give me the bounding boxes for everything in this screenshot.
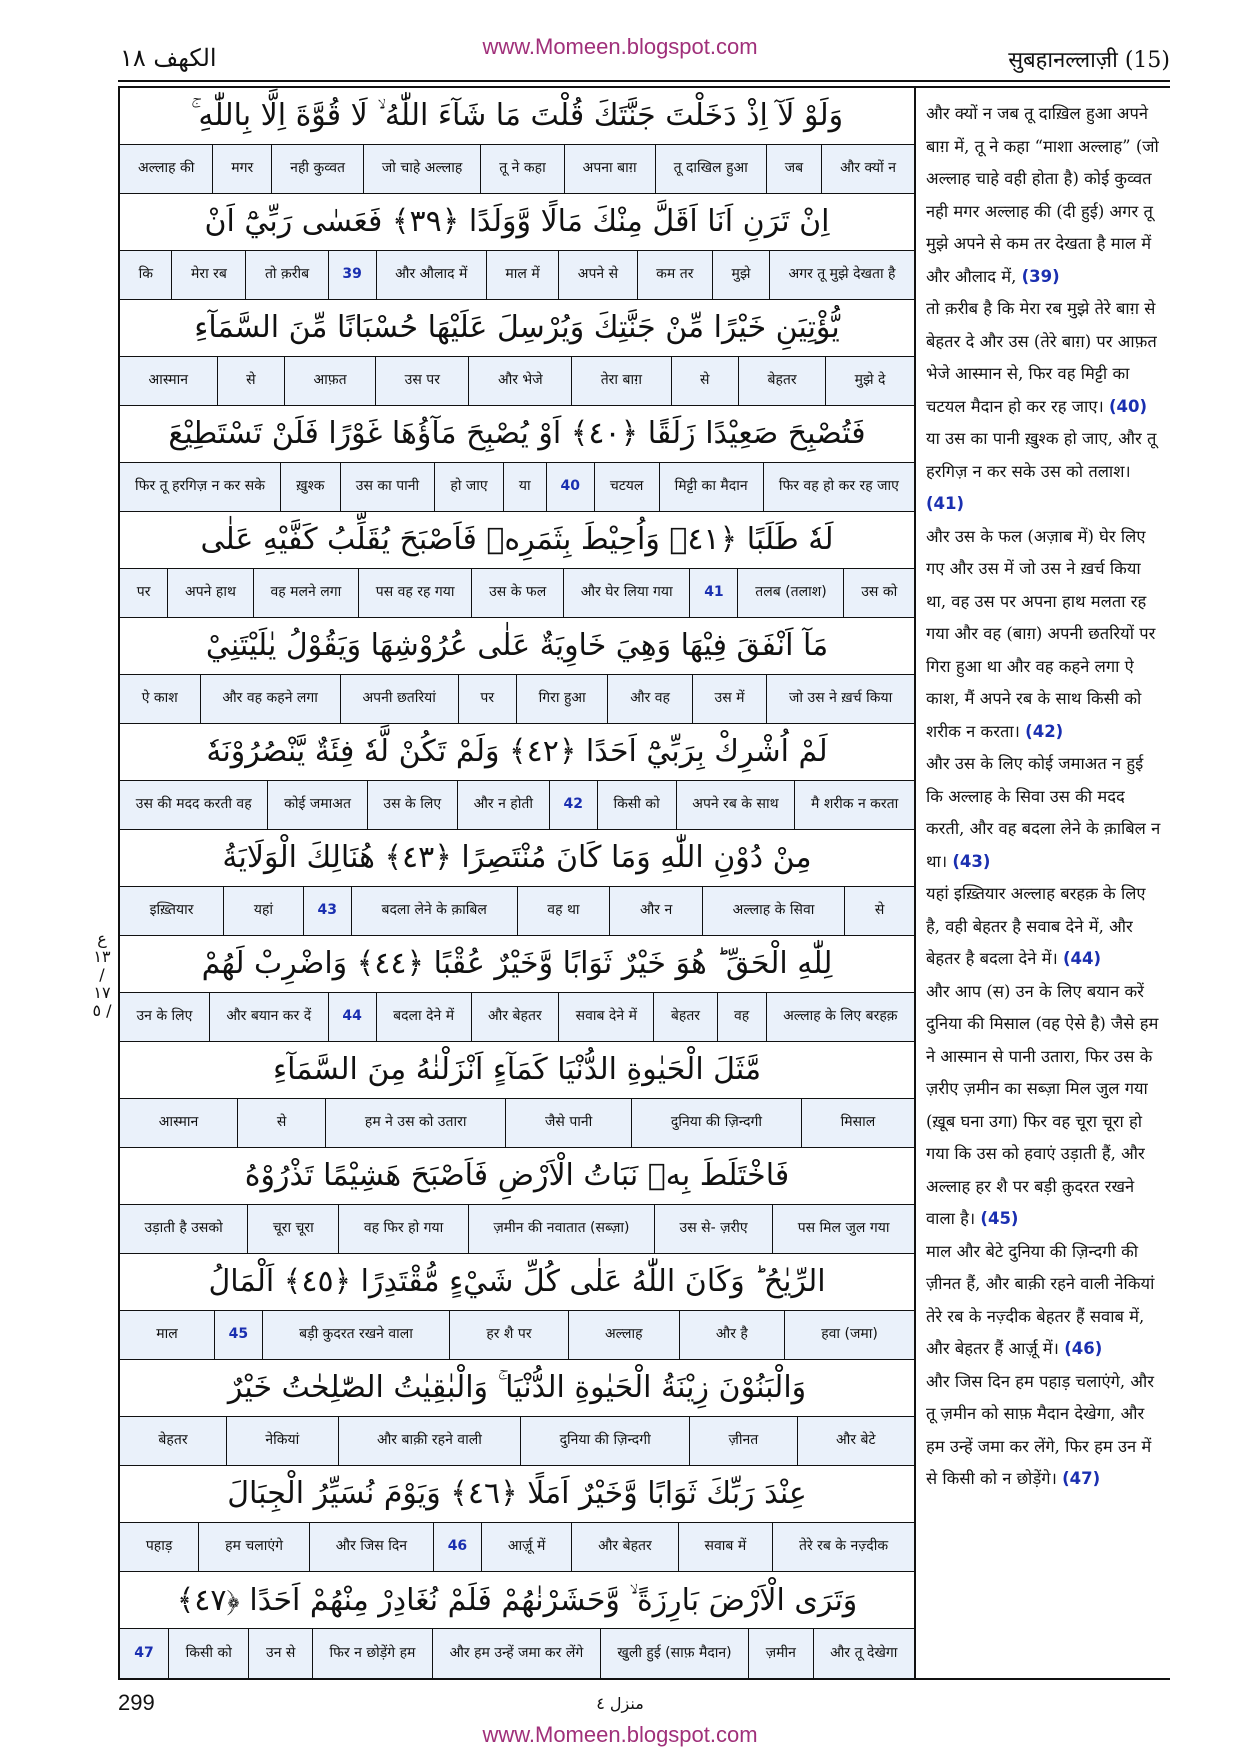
gloss-cell: मेरा रब [171,251,245,299]
verse-block [120,1466,914,1572]
gloss-cell: तू दाखिल हुआ [655,145,766,193]
gloss-cell: नही कुव्वत [271,145,363,193]
gloss-cell: किसी को [597,781,676,829]
verse-block [120,1360,914,1466]
word-gloss-row [120,886,914,936]
arabic-verse-line: لَهٗ طَلَبًا ﴿٤١﴾ وَاُحِيْطَ بِثَمَرِهٖ فَاَصْبَحَ يُقَلِّبُ كَفَّيْهِ عَلٰى [120,512,914,568]
gloss-cell: माल में [486,251,558,299]
word-gloss-row [120,462,914,512]
verse-number-cell: 42 [549,781,597,829]
gloss-cell: दुनिया की ज़िन्दगी [520,1417,689,1465]
gloss-cell: अगर तू मुझे देखता है [769,251,914,299]
verse-number-cell: 39 [328,251,376,299]
gloss-cell: और बेहतर [471,993,559,1041]
verse-block [120,1572,914,1678]
verse-number-cell: 40 [546,463,594,511]
gloss-cell: कम तर [637,251,712,299]
gloss-cell: उस से- ज़रीए [654,1205,772,1253]
para-title: सुबहानल्लाज़ी (15) [1008,48,1170,73]
gloss-cell: फिर न छोड़ेंगे हम [312,1629,432,1678]
verse-number-cell: 45 [214,1311,262,1359]
gloss-cell: आस्मान [158,1114,199,1131]
word-gloss-row [120,1204,914,1254]
gloss-cell: हम ने उस को उतारा [325,1099,505,1147]
gloss-cell: दुनिया की ज़िन्दगी [631,1099,801,1147]
gloss-cell: ज़मीन [748,1629,812,1678]
gloss-cell: मिसाल [801,1099,914,1147]
arabic-verse-line: مَآ اَنْفَقَ فِيْهَا وَهِيَ خَاوِيَةٌ عَلٰى عُرُوْشِهَا وَيَقُوْلُ يٰلَيْتَنِيْ [120,618,914,674]
gloss-cell: और वह कहने लगा [200,675,340,723]
gloss-cell: बदला देने में [376,993,471,1041]
gloss-cell: उस को [843,569,914,617]
gloss-cell: माल [156,1326,178,1343]
gloss-cell: चूरा चूरा [247,1205,338,1253]
arabic-verse-line: وَلَوْ لَآ اِذْ دَخَلْتَ جَنَّتَكَ قُلْتَ مَا شَآءَ اللّٰهُ ۙ لَا قُوَّةَ اِلَّا بِاللّٰهِ ۚ [120,88,914,144]
gloss-cell: पर [458,675,516,723]
verse-block [120,1254,914,1360]
gloss-cell: बेहतर [653,993,716,1041]
gloss-cell: और तू देखेगा [813,1629,914,1678]
gloss-cell: और न [609,887,702,935]
gloss-cell: अल्लाह की [137,160,195,177]
gloss-cell: वह मलने लगा [253,569,358,617]
arabic-verse-line: فَتُصْبِحَ صَعِيْدًا زَلَقًا ﴿٤٠﴾ اَوْ يُصْبِحَ مَآؤُهَا غَوْرًا فَلَنْ تَسْتَطِيْعَ [120,406,914,462]
gloss-cell: और औलाद में [376,251,486,299]
gloss-cell: अल्लाह के सिवा [702,887,844,935]
gloss-cell: हम चलाएंगे [198,1523,309,1571]
word-gloss-row [120,1522,914,1572]
translation-column [916,86,1170,1680]
translation-verse-number: (47) [1062,1469,1101,1488]
verse-block [120,1148,914,1254]
verse-table [118,86,916,1680]
gloss-cell: और न होती [457,781,549,829]
word-gloss-row [120,780,914,830]
translation-verse-number: (44) [1063,949,1102,968]
arabic-verse-line: مَّثَلَ الْحَيٰوةِ الدُّنْيَا كَمَآءٍ اَنْزَلْنٰهُ مِنَ السَّمَآءِ [120,1042,914,1098]
gloss-cell: यहां [223,887,303,935]
gloss-cell: उन से [248,1629,312,1678]
arabic-verse-line: الرِّيٰحُ ؕ وَكَانَ اللّٰهُ عَلٰى كُلِّ شَيْءٍ مُّقْتَدِرًا ﴿٤٥﴾ اَلْمَالُ [120,1254,914,1310]
arabic-verse-line: اِنْ تَرَنِ اَنَا اَقَلَّ مِنْكَ مَالًا وَّوَلَدًا ﴿٣٩﴾ فَعَسٰى رَبِّيْٓ اَنْ [120,194,914,250]
translation-text: और उस के लिए कोई जमाअत न हुई कि अल्लाह के सिवा उस की मदद करती, और वह बदला लेने के क़ाबिल न था। [926,754,1161,871]
gloss-cell: पस वह रह गया [358,569,471,617]
word-gloss-row [120,1310,914,1360]
gloss-cell: उन के लिए [136,1008,193,1025]
translation-text: तो क़रीब है कि मेरा रब मुझे तेरे बाग़ से बेहतर दे और उस (तेरे बाग़) पर आफ़त भेजे आस्मान से, फिर वह मिट्टी का चटयल मैदान हो कर रह जाए। [926,299,1157,416]
arabic-verse-line: يُّؤْتِيَنِ خَيْرًا مِّنْ جَنَّتِكَ وَيُرْسِلَ عَلَيْهَا حُسْبَانًا مِّنَ السَّمَآءِ [120,300,914,356]
gloss-cell: जो उस ने ख़र्च किया [766,675,914,723]
gloss-cell: कोई जमाअत [267,781,366,829]
gloss-cell: बेहतर [738,357,825,405]
gloss-cell: और भेजे [468,357,571,405]
gloss-cell: पस मिल जुल गया [772,1205,914,1253]
verse-block [120,300,914,406]
translation-verse-number: (39) [1021,266,1060,286]
translation-verse-number: (40) [1108,396,1147,416]
gloss-cell: तो क़रीब [245,251,327,299]
translation-text: और आप (स) उन के लिए बयान करें दुनिया की मिसाल (वह ऐसे है) जैसे हम ने आस्मान से पानी उतारा, फिर उस के ज़रीए ज़मीन का सब्ज़ा मिल जुल गया (ख़ूब घना उगा) फिर वह चूरा चूरा हो गया कि उस को हवाएं उड़ाती हैं, और अल्लाह हर शै पर बड़ी क़ुदरत रखने वाला है। [926,981,1159,1228]
gloss-cell: वह [717,993,766,1041]
gloss-cell: और हम उन्हें जमा कर लेंगे [432,1629,600,1678]
gloss-cell: से [671,357,738,405]
gloss-cell: सवाब में [678,1523,772,1571]
header-rule [118,80,1170,82]
surah-title: الكهف ١٨ [120,44,217,72]
verse-number-cell: 44 [328,993,376,1041]
arabic-verse-line: فَاخْتَلَطَ بِهٖ نَبَاتُ الْاَرْضِ فَاَصْبَحَ هَشِيْمًا تَذْرُوْهُ [120,1148,914,1204]
gloss-cell: जैसे पानी [505,1099,631,1147]
translation-verse-number: (45) [980,1209,1019,1228]
gloss-cell: तेरे रब के नज़्दीक [772,1523,914,1571]
gloss-cell: और बाक़ी रहने वाली [338,1417,521,1465]
gloss-cell: चटयल [594,463,659,511]
gloss-cell: ऐ काश [141,690,178,707]
gloss-cell: सवाब देने में [558,993,653,1041]
gloss-cell: मुझे [712,251,769,299]
gloss-cell: ज़मीन की नवातात (सब्ज़ा) [468,1205,654,1253]
gloss-cell: और बेहतर [571,1523,677,1571]
arabic-verse-line: مِنْ دُوْنِ اللّٰهِ وَمَا كَانَ مُنْتَصِرًا ﴿٤٣﴾ هُنَالِكَ الْوَلَايَةُ [120,830,914,886]
gloss-cell: और जिस दिन [309,1523,433,1571]
arabic-verse-line: وَتَرَى الْاَرْضَ بَارِزَةً ۙ وَّحَشَرْنٰهُمْ فَلَمْ نُغَادِرْ مِنْهُمْ اَحَدًا ﴿٤٧﴾ [120,1572,914,1628]
word-gloss-row [120,144,914,194]
gloss-cell: मगर [212,145,271,193]
verse-number-cell: 46 [433,1523,481,1571]
word-gloss-row [120,674,914,724]
gloss-cell: जो चाहे अल्लाह [363,145,480,193]
gloss-cell: से [237,1099,325,1147]
bottom-website-url[interactable]: www.Momeen.blogspot.com [482,1722,758,1747]
gloss-cell: जब [766,145,821,193]
gloss-cell: उस के लिए [367,781,457,829]
word-gloss-row [120,250,914,300]
gloss-cell: उस की मदद करती वह [135,796,252,813]
gloss-cell: पर [136,584,151,601]
translation-text: माल और बेटे दुनिया की ज़िन्दगी की ज़ीनत हैं, और बाक़ी रहने वाली नेकियां तेरे रब के नज़्दीक बेहतर हैं सवाब में, और बेहतर हैं आर्ज़ू में। [926,1241,1155,1358]
gloss-cell: फिर वह हो कर रह जाए [763,463,914,511]
gloss-cell: उस पर [375,357,468,405]
gloss-cell: गिरा हुआ [516,675,608,723]
gloss-cell: फिर तू हरगिज़ न कर सके [135,478,265,495]
gloss-cell: अपने से [558,251,636,299]
gloss-cell: वह था [517,887,610,935]
verse-block [120,936,914,1042]
gloss-cell: तेरा बाग़ [571,357,670,405]
gloss-cell: ख़ुश्क [280,463,340,511]
gloss-cell: हर शै पर [449,1311,568,1359]
arabic-verse-line: لِلّٰهِ الْحَقِّ ؕ هُوَ خَيْرٌ ثَوَابًا وَّخَيْرٌ عُقْبًا ﴿٤٤﴾ وَاضْرِبْ لَهُمْ [120,936,914,992]
manzil-label: منزل ٤ [596,1694,644,1713]
verse-block [120,830,914,936]
gloss-cell: अल्लाह के लिए बरहक़ [766,993,914,1041]
gloss-cell: आफ़त [284,357,375,405]
translation-verse-number: (43) [952,851,991,871]
verse-block [120,406,914,512]
translation-verse-number: (42) [1025,721,1064,741]
verse-number-cell: 41 [689,569,737,617]
top-website-url[interactable]: www.Momeen.blogspot.com [482,34,758,59]
word-gloss-row [120,1628,914,1678]
verse-block [120,724,914,830]
gloss-cell: उस के फल [471,569,563,617]
arabic-verse-line: عِنْدَ رَبِّكَ ثَوَابًا وَّخَيْرٌ اَمَلًا ﴿٤٦﴾ وَيَوْمَ نُسَيِّرُ الْجِبَالَ [120,1466,914,1522]
word-gloss-row [120,356,914,406]
gloss-cell: से [844,887,914,935]
translation-verse-number: (46) [1064,1339,1103,1358]
verse-block [120,194,914,300]
verse-block [120,512,914,618]
gloss-cell: आर्ज़ू में [481,1523,571,1571]
gloss-cell: और है [679,1311,784,1359]
gloss-cell: पहाड़ [145,1538,173,1555]
gloss-cell: अपने हाथ [167,569,252,617]
translation-text: और जिस दिन हम पहाड़ चलाएंगे, और तू ज़मीन को साफ़ मैदान देखेगा, और हम उन्हें जमा कर लेंगे, फिर हम उन में से किसी को न छोड़ेंगे। [926,1371,1155,1488]
translation-text: या उस का पानी ख़ुश्क हो जाए, और तू हरगिज़ न कर सके उस को तलाश। [926,429,1157,481]
gloss-cell: इख़्तियार [149,902,194,919]
gloss-cell: या [503,463,546,511]
gloss-cell: किसी को [168,1629,248,1678]
gloss-cell: तलब (तलाश) [737,569,843,617]
gloss-cell: अपनी छतरियां [340,675,458,723]
verse-block [120,618,914,724]
translation-text: यहां इख़्तियार अल्लाह बरहक़ के लिए है, वही बेहतर है सवाब देने में, और बेहतर है बदला देने में। [926,884,1146,968]
gloss-cell: और बयान कर दें [209,993,328,1041]
page-number: 299 [118,1690,155,1715]
gloss-cell: मिट्टी का मैदान [659,463,763,511]
gloss-cell: और वह [607,675,691,723]
gloss-cell: ज़ीनत [689,1417,797,1465]
gloss-cell: बदला लेने के क़ाबिल [351,887,517,935]
gloss-cell: वह फिर हो गया [338,1205,468,1253]
verse-block [120,88,914,194]
gloss-cell: और घेर लिया गया [563,569,689,617]
gloss-cell: अपने रब के साथ [676,781,795,829]
gloss-cell: और बेटे [797,1417,914,1465]
gloss-cell: अल्लाह [568,1311,679,1359]
gloss-cell: खुली हुई (साफ़ मैदान) [600,1629,748,1678]
ruku-marker: ع ١٣ / ١٧ / ٥ [92,929,112,1020]
gloss-cell: बेहतर [158,1432,188,1449]
translation-text: और क्यों न जब तू दाख़िल हुआ अपने बाग़ में, तू ने कहा “माशा अल्लाह” (जो अल्लाह चाहे वही होता है) कोई कुव्वत नही मगर अल्लाह की (दी हुई) अगर तू मुझे अपने से कम तर देखता है माल में और औलाद में, [926,104,1159,286]
word-gloss-row [120,568,914,618]
word-gloss-row [120,1098,914,1148]
gloss-cell: आस्मान [148,372,189,389]
gloss-cell: हवा (जमा) [784,1311,914,1359]
gloss-cell: नेकियां [226,1417,338,1465]
verse-number-cell: 43 [303,887,351,935]
gloss-cell: उस का पानी [340,463,435,511]
gloss-cell: बड़ी कुदरत रखने वाला [262,1311,449,1359]
arabic-verse-line: لَمْ اُشْرِكْ بِرَبِّيْٓ اَحَدًا ﴿٤٢﴾ وَلَمْ تَكُنْ لَّهٗ فِئَةٌ يَّنْصُرُوْنَهٗ [120,724,914,780]
gloss-cell: तू ने कहा [480,145,563,193]
gloss-cell: हो जाए [434,463,503,511]
gloss-cell: अपना बाग़ [564,145,655,193]
verse-block [120,1042,914,1148]
gloss-cell: मुझे दे [825,357,914,405]
translation-text: और उस के फल (अज़ाब में) घेर लिए गए और उस में जो उस ने ख़र्च किया था, वह उस पर अपना हाथ मलता रह गया और वह (बाग़) अपनी छतरियों पर गिरा हुआ था और वह कहने लगा ऐ काश, मैं अपने रब के साथ किसी को शरीक न करता। [926,526,1156,741]
gloss-cell: उस में [692,675,767,723]
gloss-cell: और क्यों न [821,145,914,193]
arabic-verse-line: وَالْبَنُوْنَ زِيْنَةُ الْحَيٰوةِ الدُّنْيَا ۚ وَالْبٰقِيٰتُ الصّٰلِحٰتُ خَيْرٌ [120,1360,914,1416]
verse-number-cell: 47 [134,1645,154,1662]
gloss-cell: से [217,357,284,405]
word-gloss-row [120,1416,914,1466]
gloss-cell: कि [138,266,153,283]
translation-verse-number: (41) [926,494,965,513]
gloss-cell: मै शरीक न करता [794,781,914,829]
gloss-cell: उड़ाती है उसको [144,1220,223,1237]
word-gloss-row [120,992,914,1042]
